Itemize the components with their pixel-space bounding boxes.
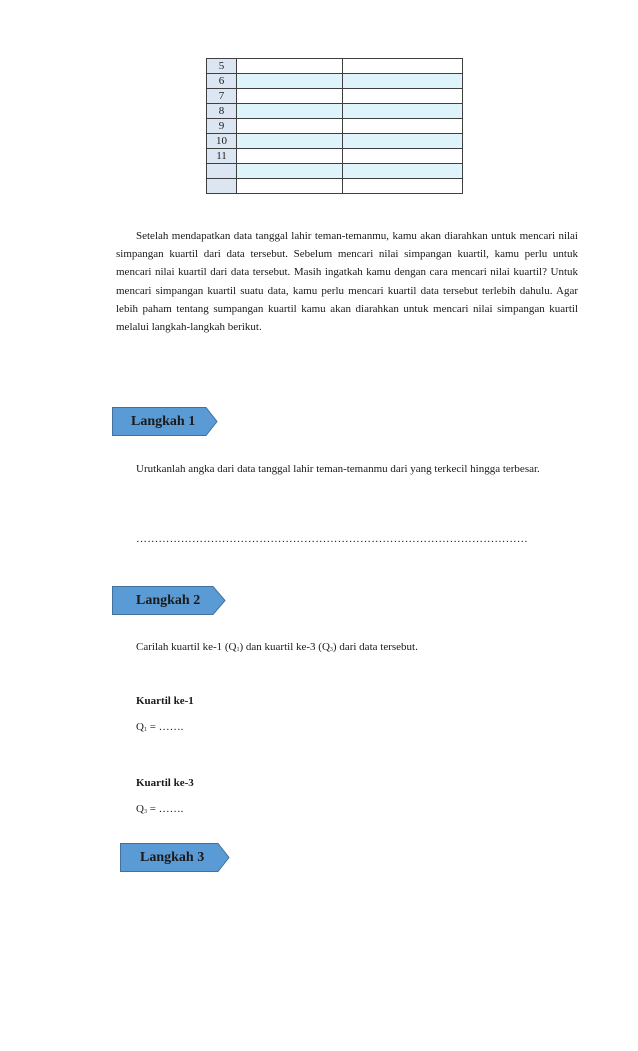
cell-b[interactable] — [343, 74, 463, 89]
q3-answer-subscript: 3 — [143, 809, 147, 815]
instruction-part-a: Carilah kuartil ke-1 (Q — [136, 641, 237, 653]
q1-symbol: Q — [136, 721, 144, 733]
table-row — [207, 179, 463, 194]
cell-a[interactable] — [237, 119, 343, 134]
step-1-label: Langkah 1 — [131, 414, 196, 429]
cell-b[interactable] — [343, 104, 463, 119]
cell-b[interactable] — [343, 179, 463, 194]
intro-paragraph: Setelah mendapatkan data tanggal lahir teman-temanmu, kamu akan diarahkan untuk mencari nilai simpangan kuartil dari data tersebut. Sebelum mencari nilai simpangan kuartil, kamu perlu untuk mencari nilai kuartil dari data tersebut. Masih ingatkah kamu dengan cara mencari nilai kuartil? Untuk mencari simpangan kuartil suatu data, kamu perlu mencari kuartil data tersebut terlebih dahulu. Agar lebih paham tentang sumpangan kuartil kamu akan diarahkan untuk mencari nilai simpangan kuartil melalui langkah-langkah berikut. — [116, 230, 578, 334]
table-row — [207, 149, 463, 164]
table-row — [207, 89, 463, 104]
table-body — [207, 59, 463, 194]
row-number: 7 — [207, 89, 237, 104]
row-number: 11 — [207, 149, 237, 164]
cell-a[interactable] — [237, 179, 343, 194]
instruction-part-c: ) dari data tersebut. — [332, 641, 418, 653]
instruction-part-b: ) dan kuartil ke-3 (Q — [239, 641, 330, 653]
row-number — [207, 164, 237, 179]
quartile-1-answer[interactable] — [136, 720, 183, 737]
row-number: 10 — [207, 134, 237, 149]
step-1-instruction: Urutkanlah angka dari data tanggal lahir teman-temanmu dari yang terkecil hingga terbesar. — [136, 463, 540, 475]
row-number: 6 — [207, 74, 237, 89]
row-number: 5 — [207, 59, 237, 74]
cell-a[interactable] — [237, 59, 343, 74]
table-row — [207, 164, 463, 179]
step-3-banner — [120, 843, 230, 872]
table-row — [207, 134, 463, 149]
table-row — [207, 59, 463, 74]
cell-a[interactable] — [237, 134, 343, 149]
q3-symbol: Q — [136, 803, 144, 815]
step-3-label: Langkah 3 — [140, 850, 205, 865]
q3-blank: = ……. — [146, 803, 184, 815]
cell-a[interactable] — [237, 104, 343, 119]
quartile-1-heading: Kuartil ke-1 — [136, 695, 194, 707]
table-row — [207, 119, 463, 134]
cell-b[interactable] — [343, 119, 463, 134]
step-2-instruction — [136, 640, 418, 657]
step-1-banner — [112, 407, 218, 436]
step-2-label: Langkah 2 — [136, 593, 201, 608]
cell-a[interactable] — [237, 89, 343, 104]
cell-b[interactable] — [343, 59, 463, 74]
cell-a[interactable] — [237, 74, 343, 89]
cell-a[interactable] — [237, 149, 343, 164]
quartile-3-answer[interactable] — [136, 802, 183, 819]
q1-subscript: 1 — [236, 647, 240, 653]
birthdate-data-table — [206, 58, 463, 194]
cell-a[interactable] — [237, 164, 343, 179]
table-row — [207, 104, 463, 119]
cell-b[interactable] — [343, 164, 463, 179]
row-number — [207, 179, 237, 194]
cell-b[interactable] — [343, 89, 463, 104]
cell-b[interactable] — [343, 149, 463, 164]
step-2-banner — [112, 586, 226, 615]
row-number: 9 — [207, 119, 237, 134]
q1-answer-subscript: 1 — [143, 727, 147, 733]
table-row — [207, 74, 463, 89]
q3-subscript: 3 — [329, 647, 333, 653]
cell-b[interactable] — [343, 134, 463, 149]
step-1-answer-line[interactable]: …………………………………………………………………………………………… — [136, 533, 528, 545]
q1-blank: = ……. — [146, 721, 184, 733]
quartile-3-heading: Kuartil ke-3 — [136, 777, 194, 789]
row-number: 8 — [207, 104, 237, 119]
